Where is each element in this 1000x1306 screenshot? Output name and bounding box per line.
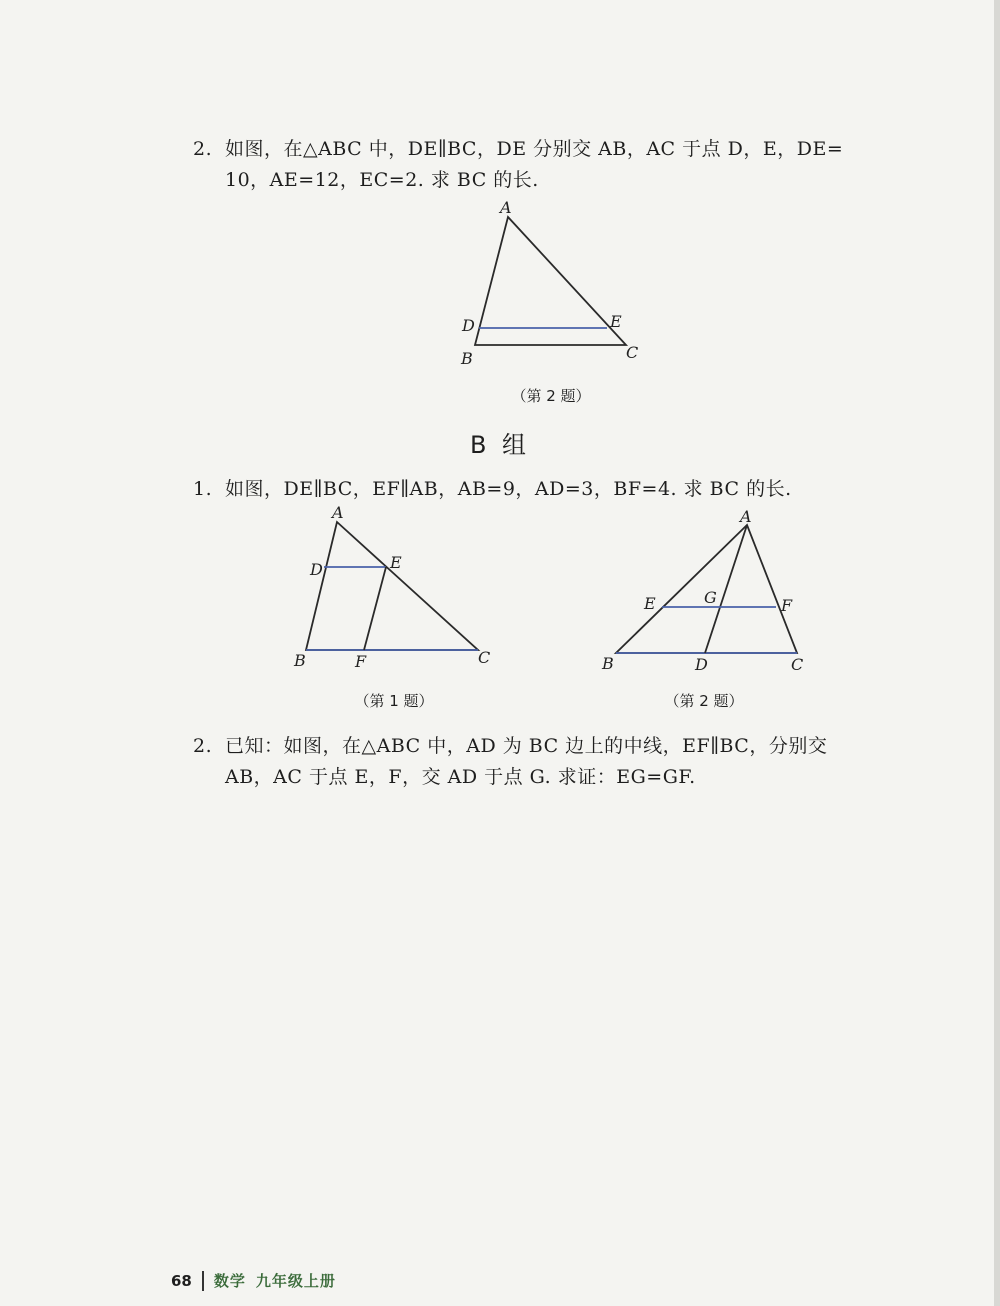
- figure-caption-b1: （第 1 题）: [354, 692, 434, 710]
- book-subject: 数学: [213, 1272, 246, 1290]
- label-f: F: [355, 652, 367, 671]
- problem-text-line1: 已知：如图，在△ABC 中，AD 为 BC 边上的中线，EF∥BC，分别交: [225, 735, 828, 757]
- label-c: C: [626, 343, 639, 362]
- problem-text-line2: 10，AE=12，EC=2. 求 BC 的长.: [225, 169, 539, 191]
- label-b: B: [294, 651, 306, 670]
- problem-text-line1: 如图，在△ABC 中，DE∥BC，DE 分别交 AB，AC 于点 D，E，DE=: [225, 138, 844, 160]
- label-d: D: [462, 316, 475, 335]
- label-c: C: [791, 655, 804, 674]
- problem-text-line1: 如图，DE∥BC，EF∥AB，AB=9，AD=3，BF=4. 求 BC 的长.: [225, 478, 792, 500]
- label-d: D: [695, 655, 708, 674]
- label-f: F: [781, 596, 793, 615]
- label-a: A: [740, 507, 752, 526]
- label-e: E: [610, 312, 622, 331]
- figure-caption-b2: （第 2 题）: [664, 692, 744, 710]
- label-a: A: [500, 198, 512, 217]
- label-b: B: [461, 349, 473, 368]
- page-number: 68: [171, 1271, 192, 1290]
- book-grade: 九年级上册: [255, 1272, 336, 1290]
- problem-number: 2.: [193, 138, 213, 160]
- page-edge: [994, 0, 1000, 1306]
- label-e: E: [644, 594, 656, 613]
- figure-caption: （第 2 题）: [511, 387, 591, 405]
- label-e: E: [390, 553, 402, 572]
- problem-text-line2: AB，AC 于点 E，F，交 AD 于点 G. 求证：EG=GF.: [225, 766, 696, 788]
- page-footer: [171, 1270, 336, 1291]
- label-a: A: [332, 503, 344, 522]
- label-c: C: [478, 648, 491, 667]
- label-g: G: [704, 588, 717, 607]
- label-d: D: [310, 560, 323, 579]
- problem-number: 2.: [193, 735, 213, 757]
- footer-divider: [202, 1271, 204, 1291]
- section-title: B 组: [469, 431, 531, 459]
- problem-b2: [193, 731, 827, 793]
- label-b: B: [602, 654, 614, 673]
- problem-number: 1.: [193, 478, 213, 500]
